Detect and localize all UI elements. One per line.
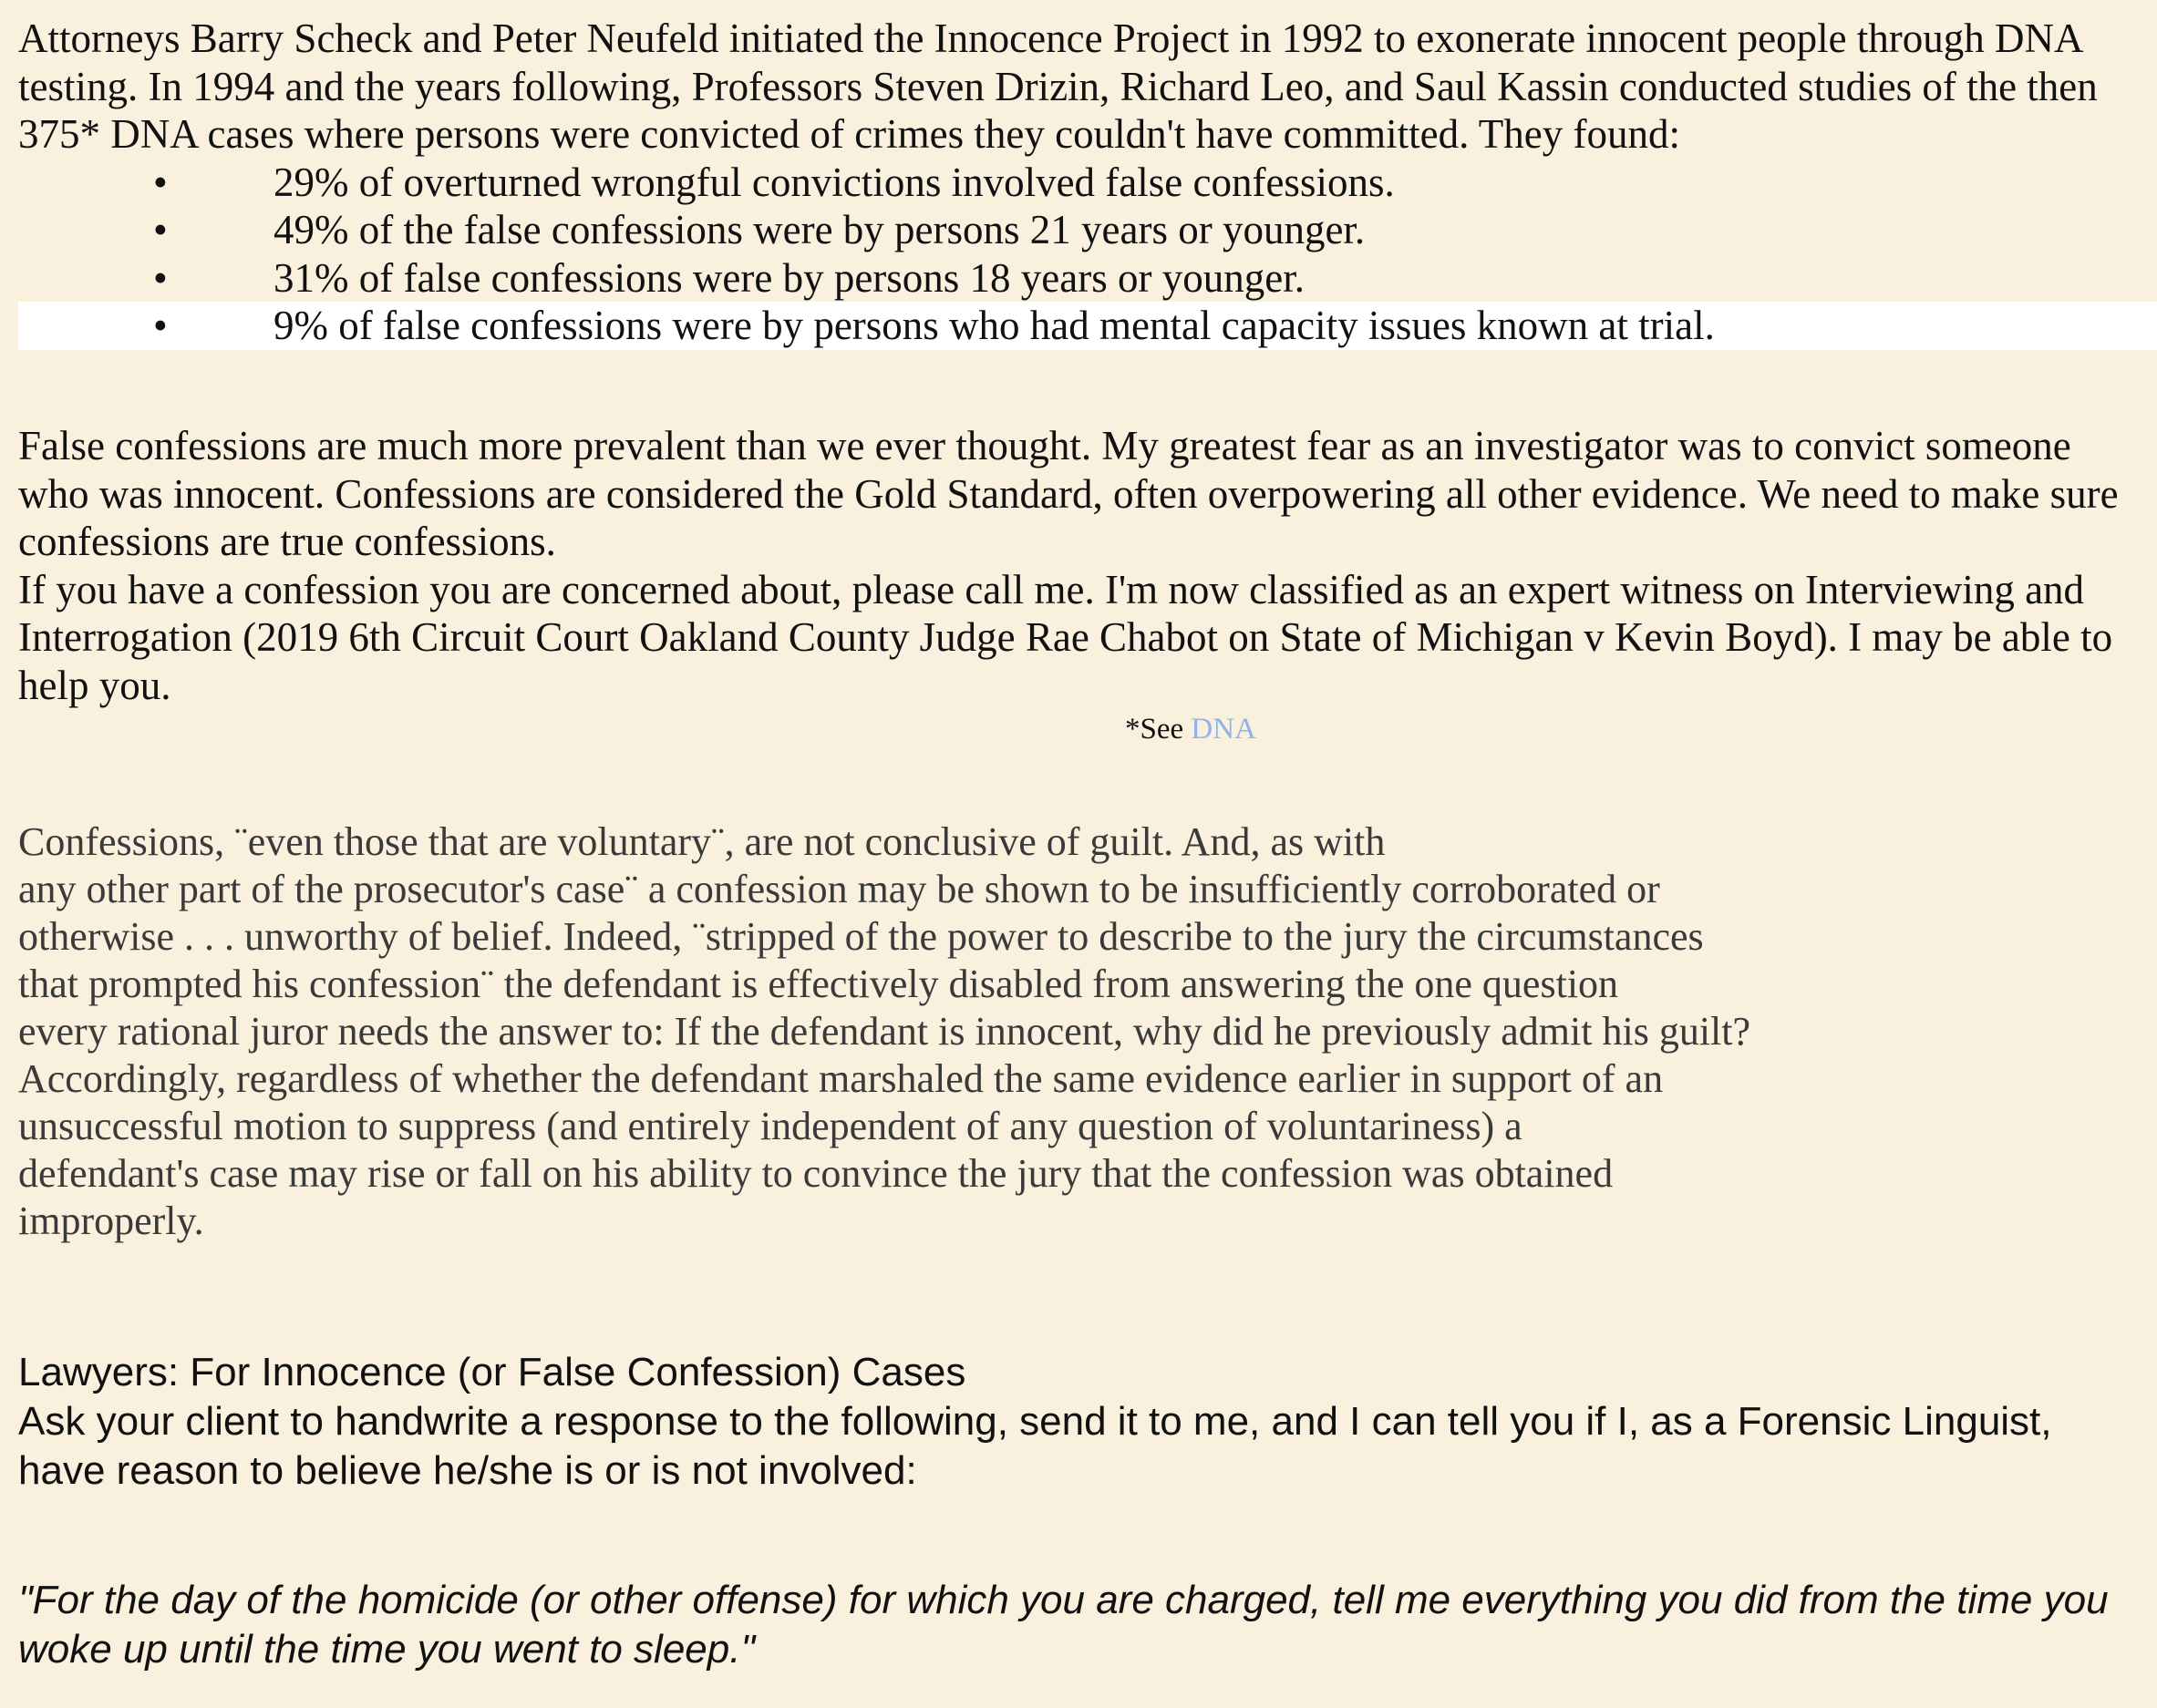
intro-section: [18, 15, 2139, 350]
see-note: [1125, 711, 1256, 747]
prompt-quote-section: [18, 1576, 2139, 1674]
lawyers-section: [18, 1348, 2139, 1496]
dna-link[interactable]: DNA: [1191, 713, 1256, 746]
concern-section: [18, 422, 2139, 709]
finding-item: [18, 254, 2139, 303]
finding-item-highlighted: [18, 302, 2157, 350]
legal-line: Confessions, ¨even those that are voluntary¨, are not conclusive of guilt. And, as with: [18, 819, 1386, 864]
legal-line: unsuccessful motion to suppress (and entirely independent of any question of voluntariness) a: [18, 1104, 1522, 1148]
findings-list: [18, 159, 2139, 350]
legal-line: any other part of the prosecutor's case¨ a confession may be shown to be insufficiently corroborated or: [18, 867, 1660, 911]
lawyers-heading: Lawyers: For Innocence (or False Confession) Cases: [18, 1350, 966, 1394]
finding-text: 9% of false confessions were by persons who had mental capacity issues known at trial.: [273, 303, 1715, 348]
intro-paragraph: Attorneys Barry Scheck and Peter Neufeld initiated the Innocence Project in 1992 to exonerate innocent people through DNA testing. In 1994 and the years following, Professors Steven Drizin, Richard Leo, and Saul Kassin conducted studies of the then 375* DNA cases where persons were convicted of crimes they couldn't have committed. They found:: [18, 15, 2098, 157]
legal-line: improperly.: [18, 1199, 204, 1243]
bullet-icon: •: [153, 303, 168, 348]
see-note-prefix: *See: [1125, 713, 1192, 746]
legal-line: Accordingly, regardless of whether the defendant marshaled the same evidence earlier in support of an: [18, 1056, 1664, 1101]
help-paragraph: If you have a confession you are concerned about, please call me. I'm now classified as an expert witness on Interviewing and Interrogation (2019 6th Circuit Court Oakland County Judge Rae Chabot on State of Michigan v Kevin Boyd). I may be able to help you.: [18, 566, 2113, 708]
finding-text: 29% of overturned wrongful convictions involved false confessions.: [273, 159, 1395, 205]
finding-item: [18, 159, 2139, 207]
bullet-icon: •: [153, 254, 168, 301]
legal-line: defendant's case may rise or fall on his ability to convince the jury that the confession was obtained: [18, 1151, 1614, 1196]
finding-text: 31% of false confessions were by persons 18 years or younger.: [273, 254, 1305, 301]
finding-text: 49% of the false confessions were by persons 21 years or younger.: [273, 207, 1366, 252]
prompt-quote: "For the day of the homicide (or other offense) for which you are charged, tell me everything you did from the time you woke up until the time you went to sleep.": [18, 1578, 2109, 1672]
lawyers-instruction: Ask your client to handwrite a response to the following, send it to me, and I can tell you if I, as a Forensic Linguist, have reason to believe he/she is or is not involved:: [18, 1399, 2052, 1493]
legal-quote-section: [18, 818, 2139, 1245]
finding-item: [18, 206, 2139, 254]
legal-line: every rational juror needs the answer to: If the defendant is innocent, why did he previously admit his guilt?: [18, 1009, 1751, 1054]
legal-line: otherwise . . . unworthy of belief. Indeed, ¨stripped of the power to describe to the jury the circumstances: [18, 914, 1704, 959]
bullet-icon: •: [153, 159, 168, 205]
legal-line: that prompted his confession¨ the defendant is effectively disabled from answering the one question: [18, 962, 1619, 1006]
bullet-icon: •: [153, 207, 168, 252]
concern-paragraph: False confessions are much more prevalent than we ever thought. My greatest fear as an investigator was to convict someone who was innocent. Confessions are considered the Gold Standard, often overpowering all other evidence. We need to make sure confessions are true confessions.: [18, 423, 2119, 564]
